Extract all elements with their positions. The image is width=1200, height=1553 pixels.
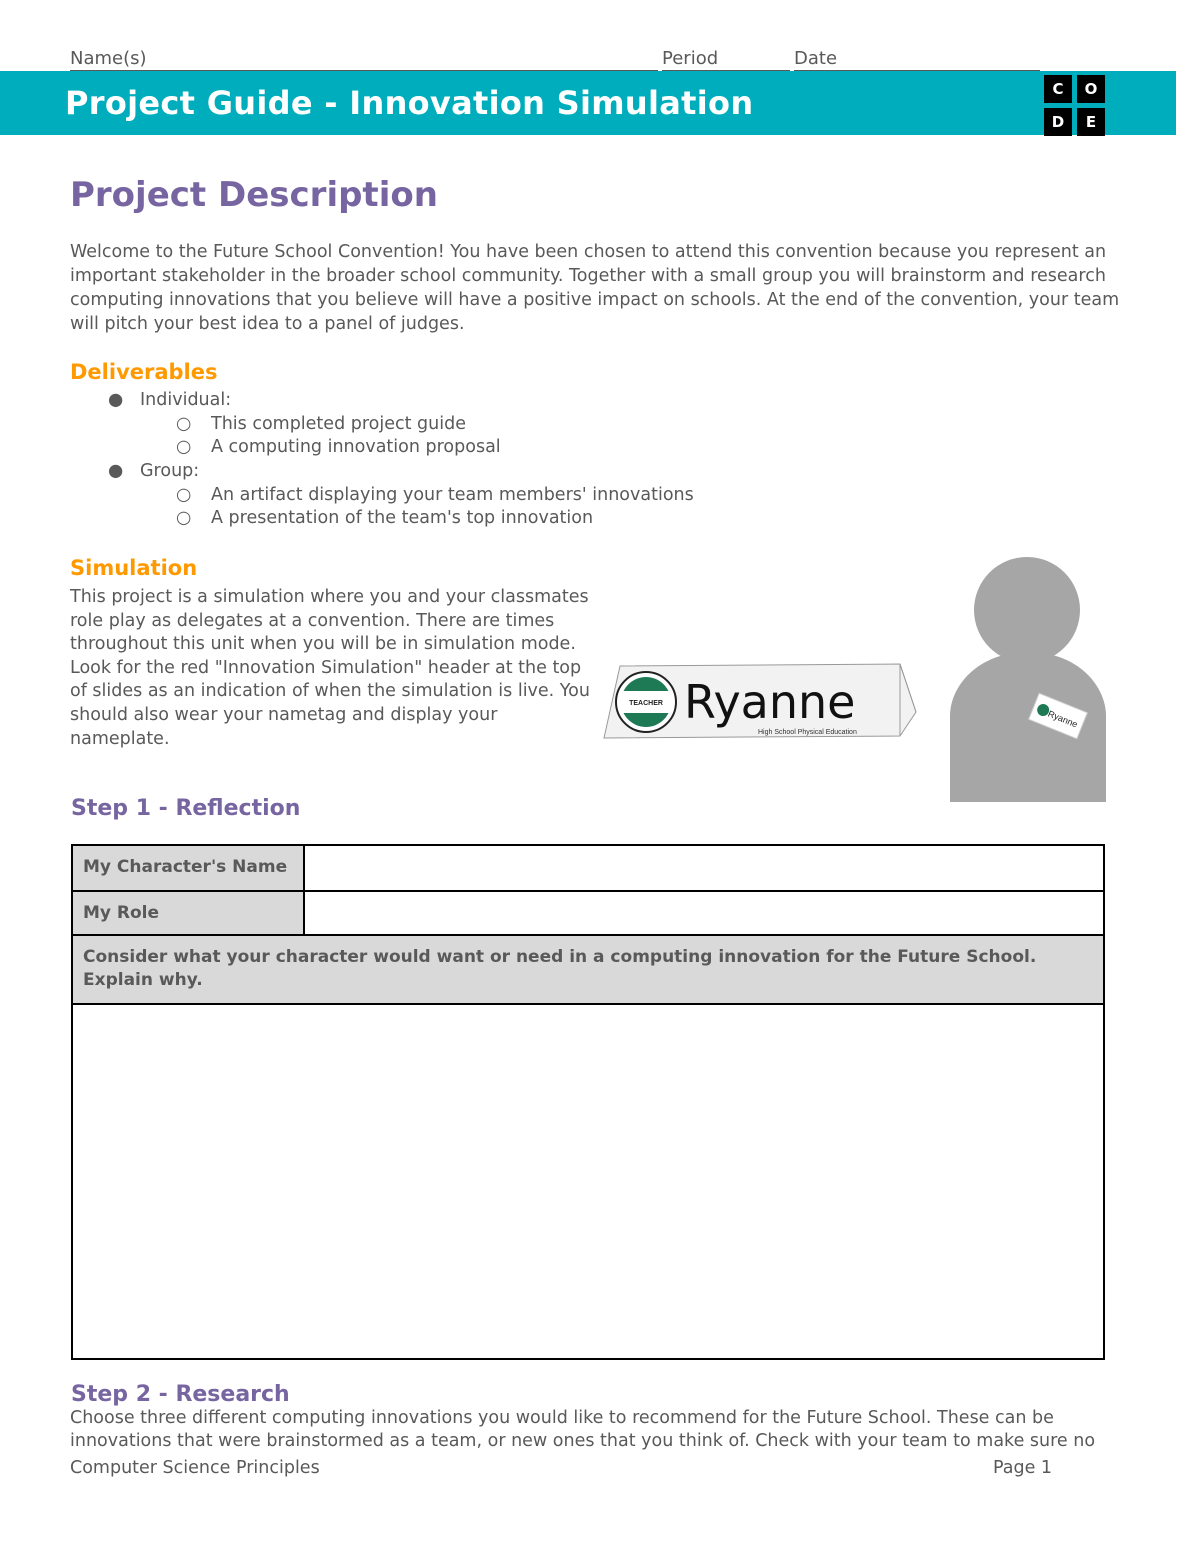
list-item-label: Group: bbox=[140, 461, 200, 482]
page-title: Project Guide - Innovation Simulation bbox=[65, 84, 754, 122]
table-row bbox=[73, 892, 1103, 936]
section-heading-description: Project Description bbox=[70, 175, 438, 215]
list-subitem-label: A presentation of the team's top innovation bbox=[211, 508, 594, 529]
deliverables-heading: Deliverables bbox=[70, 360, 218, 384]
logo-letter: D bbox=[1044, 108, 1072, 136]
list-item-label: Individual: bbox=[140, 390, 232, 410]
reflection-table bbox=[71, 844, 1105, 1360]
name-field[interactable] bbox=[70, 50, 658, 71]
person-icon bbox=[948, 556, 1108, 804]
nameplate-subtitle: High School Physical Education bbox=[758, 729, 857, 736]
list-subitem-label: An artifact displaying your team members' innovations bbox=[211, 484, 694, 505]
list-subitem-label: This completed project guide bbox=[211, 413, 466, 434]
period-field[interactable] bbox=[662, 50, 790, 71]
nameplate-image bbox=[600, 660, 920, 742]
reflection-answer-field[interactable] bbox=[73, 1005, 1103, 1358]
page-number: Page 1 bbox=[993, 1458, 1053, 1478]
simulation-heading: Simulation bbox=[70, 556, 198, 580]
step1-heading: Step 1 - Reflection bbox=[71, 796, 301, 821]
period-label: Period bbox=[662, 48, 719, 69]
code-logo bbox=[1044, 73, 1106, 135]
date-field[interactable] bbox=[794, 50, 1040, 71]
logo-letter: C bbox=[1044, 75, 1072, 103]
role-field[interactable] bbox=[305, 892, 1103, 934]
date-label: Date bbox=[794, 48, 838, 69]
description-text: Welcome to the Future School Convention! You have been chosen to attend this convention because you represent an important stakeholder in the broader school community. Together with a small group you will brainstorm and research computing innovations that you believe will have a positive impact on schools. At the end of the convention, your team will pitch your best idea to a panel of judges. bbox=[70, 242, 1120, 334]
logo-letter: E bbox=[1077, 108, 1105, 136]
footer-course: Computer Science Principles bbox=[70, 1458, 320, 1478]
step2-heading: Step 2 - Research bbox=[71, 1382, 290, 1407]
reflection-prompt: Consider what your character would want or need in a computing innovation for the Future School. Explain why. bbox=[73, 936, 1103, 1005]
simulation-text: This project is a simulation where you and your classmates role play as delegates at a convention. There are times throughout this unit when you will be in simulation mode. Look for the red "Innovation Simulation" header at the top of slides as an indication of when the simulation is live. You should also wear your nametag and display your nameplate. bbox=[70, 587, 590, 749]
character-name-field[interactable] bbox=[305, 846, 1103, 890]
role-label: My Role bbox=[73, 892, 305, 934]
list-subitem-label: A computing innovation proposal bbox=[211, 437, 501, 458]
table-row bbox=[73, 846, 1103, 892]
nameplate-badge-text: TEACHER bbox=[629, 700, 663, 707]
logo-letter: O bbox=[1077, 75, 1105, 103]
step2-text: Choose three different computing innovations you would like to recommend for the Future School. These can be innovations that were brainstormed as a team, or new ones that you think of. Check with your team to make sure no bbox=[70, 1408, 1096, 1451]
character-name-label: My Character's Name bbox=[73, 846, 305, 890]
badge-name: Ryanne bbox=[1046, 708, 1079, 730]
name-label: Name(s) bbox=[70, 48, 147, 69]
nameplate-name: Ryanne bbox=[684, 675, 856, 729]
